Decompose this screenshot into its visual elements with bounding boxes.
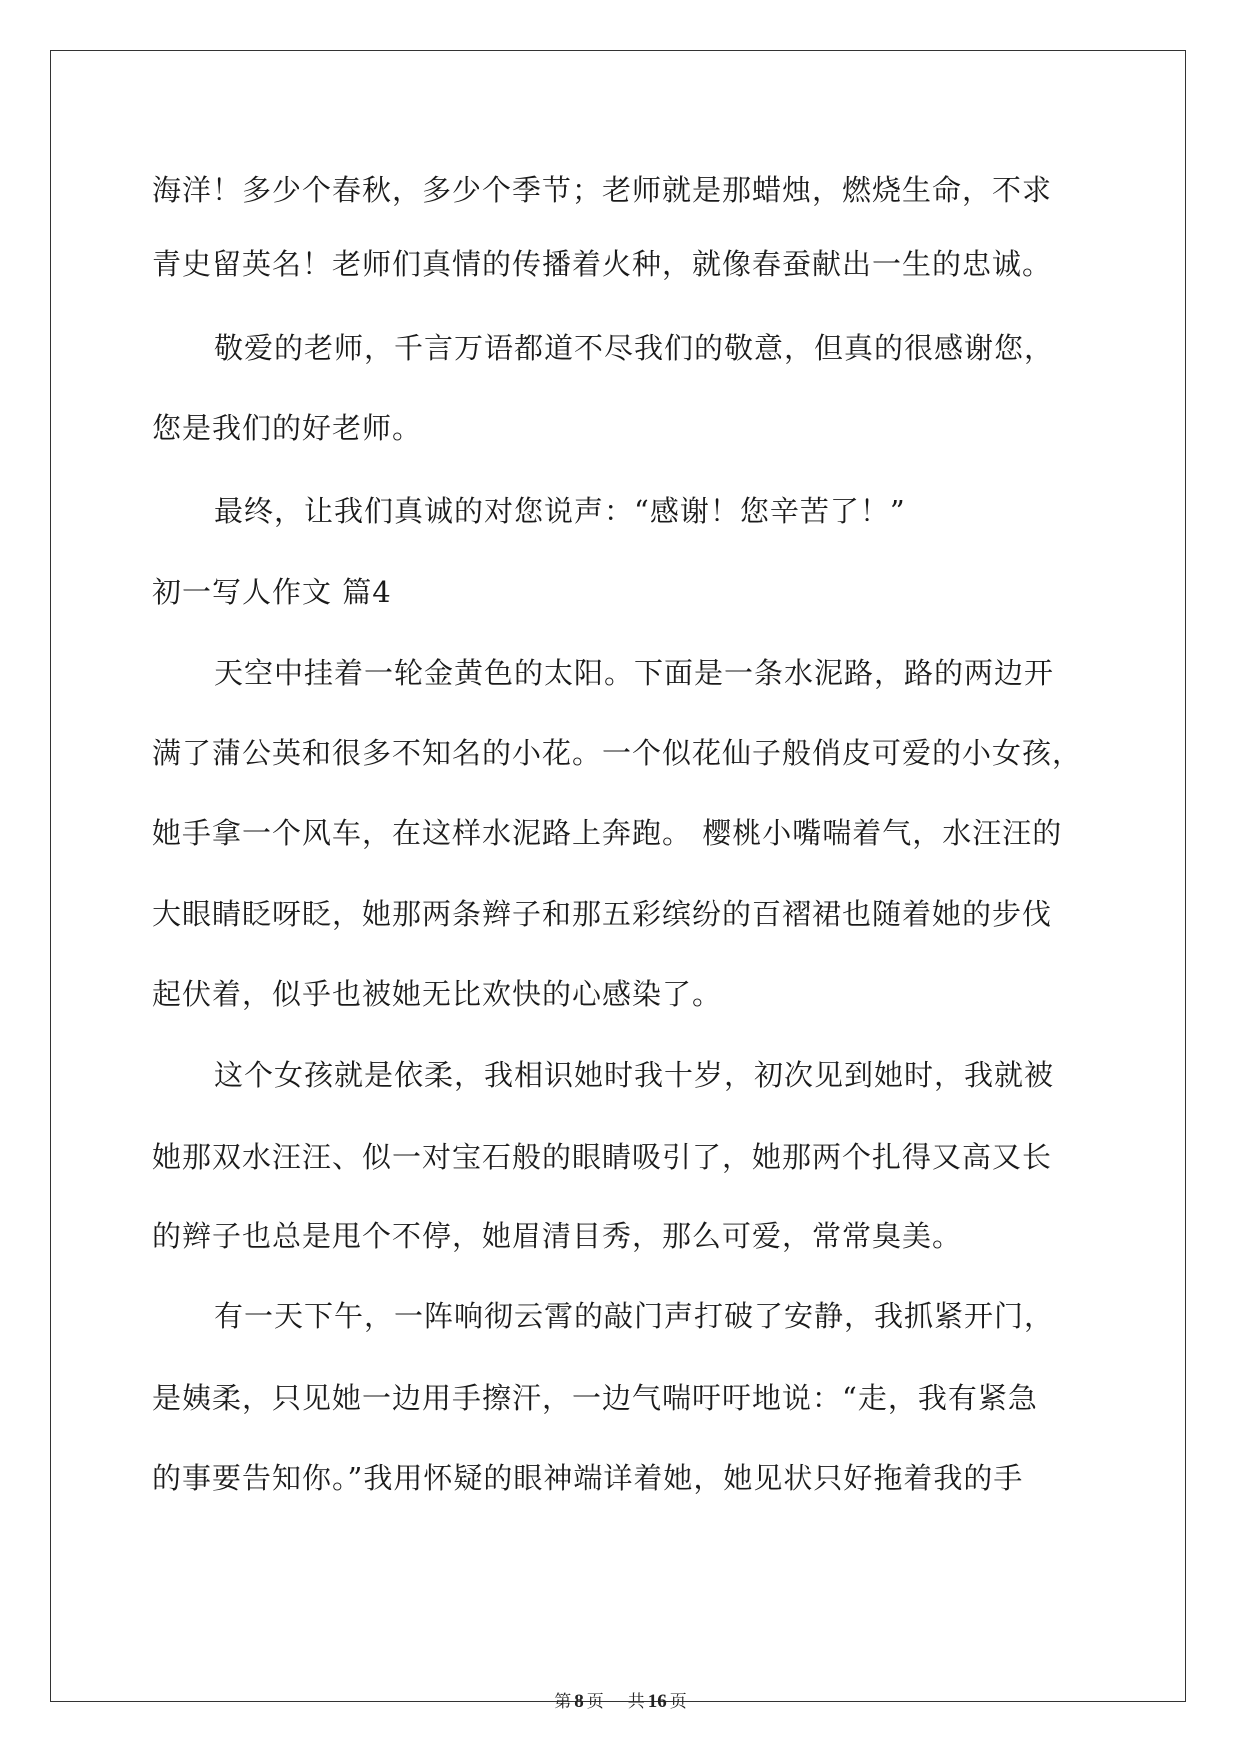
section-heading: 初一写人作文 篇4 [152,575,392,609]
text-line: 青史留英名！老师们真情的传播着火种，就像春蚕献出一生的忠诚。 [152,247,1053,281]
paragraph-start-line: 这个女孩就是依柔，我相识她时我十岁，初次见到她时，我就被 [214,1058,1055,1092]
text-line: 的辫子也总是甩个不停，她眉清目秀，那么可爱，常常臭美。 [152,1219,963,1253]
text-line: 满了蒲公英和很多不知名的小花。一个似花仙子般俏皮可爱的小女孩， [152,736,1083,770]
total-pages: 16 [647,1691,667,1712]
paragraph-start-line: 天空中挂着一轮金黄色的太阳。下面是一条水泥路，路的两边开 [214,656,1055,690]
page-border [50,50,1186,1702]
text-line: 是姨柔，只见她一边用手擦汗，一边气喘吁吁地说：“走，我有紧急 [152,1381,1038,1415]
page-number: 8 [574,1691,584,1712]
total-prefix: 共 [627,1692,645,1712]
text-line: 大眼睛眨呀眨，她那两条辫子和那五彩缤纷的百褶裙也随着她的步伐 [152,897,1053,931]
paragraph-start-line: 敬爱的老师，千言万语都道不尽我们的敬意，但真的很感谢您， [214,331,1055,365]
text-line: 她那双水汪汪、似一对宝石般的眼睛吸引了，她那两个扎得又高又长 [152,1140,1053,1174]
total-suffix: 页 [669,1692,687,1712]
page-suffix: 页 [586,1692,604,1712]
paragraph-start-line: 有一天下午，一阵响彻云霄的敲门声打破了安静，我抓紧开门， [214,1299,1055,1333]
text-line: 的事要告知你。”我用怀疑的眼神端详着她，她见状只好拖着我的手 [152,1461,1024,1495]
text-line: 她手拿一个风车，在这样水泥路上奔跑。 樱桃小嘴喘着气，水汪汪的 [152,816,1063,850]
text-line: 起伏着，似乎也被她无比欢快的心感染了。 [152,977,723,1011]
paragraph-start-line: 最终，让我们真诚的对您说声：“感谢！您辛苦了！” [214,494,906,528]
text-line: 海洋！多少个春秋，多少个季节；老师就是那蜡烛，燃烧生命，不求 [152,173,1053,207]
page-footer [0,1690,1241,1714]
page-prefix: 第 [554,1692,572,1712]
text-line: 您是我们的好老师。 [152,411,423,445]
